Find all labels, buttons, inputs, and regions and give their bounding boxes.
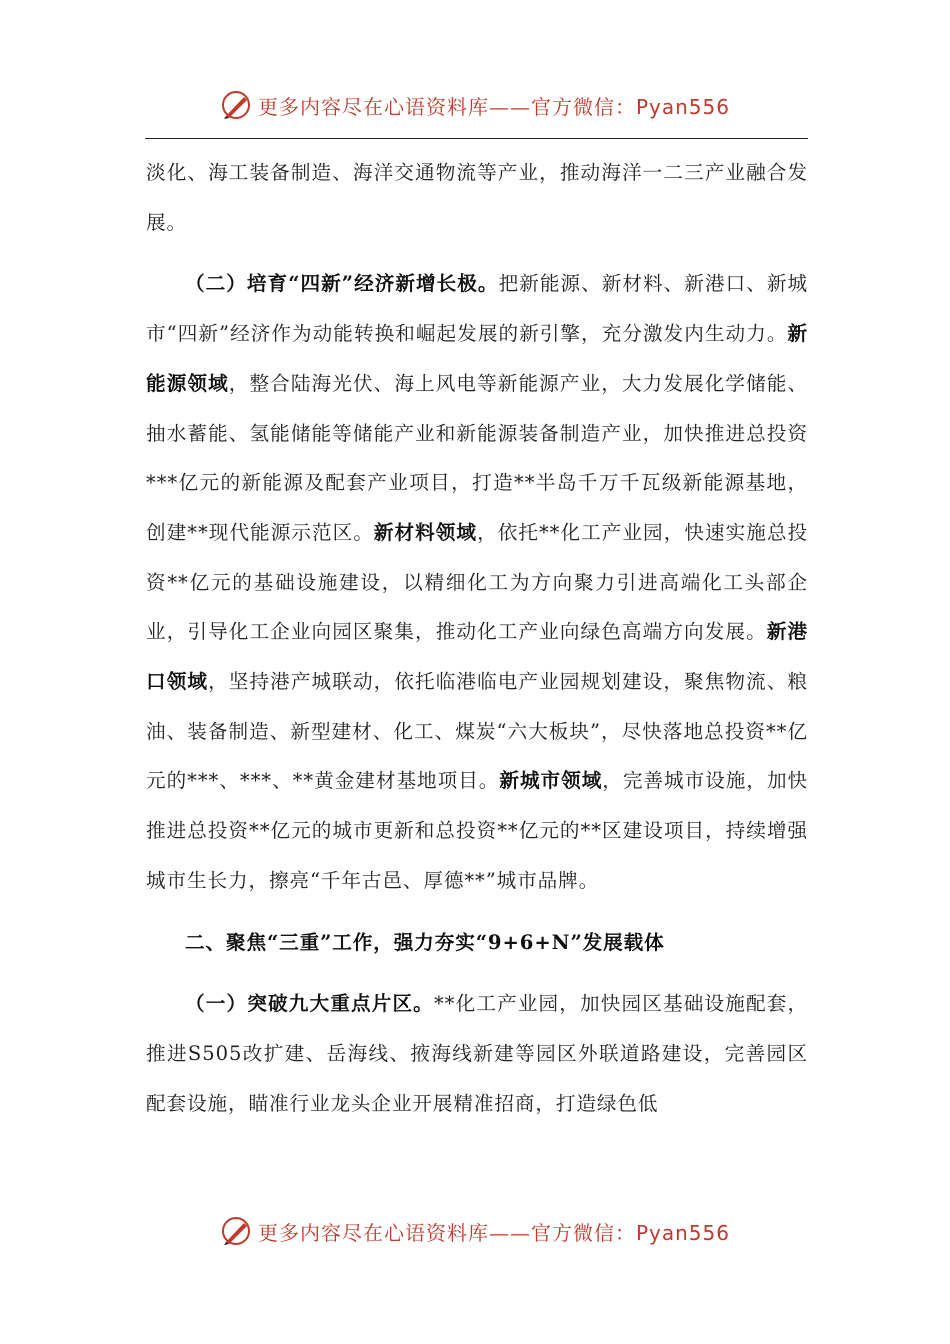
pen-logo-icon bbox=[220, 89, 252, 121]
header-banner bbox=[0, 85, 950, 125]
paragraph-four-new-economy: （二）培育“四新”经济新增长极。把新能源、新材料、新港口、新城市“四新”经济作为动能转换和崛起发展的新引擎，充分激发内生动力。新能源领域，整合陆海光伏、海上风电等新能源产业，大力发展化学储能、抽水蓄能、氢能储能等储能产业和新能源装备制造产业，加快推进总投资***亿元的新能源及配套产业项目，打造**半岛千万千瓦级新能源基地，创建**现代能源示范区。新材料领域，依托**化工产业园，快速实施总投资**亿元的基础设施建设，以精细化工为方向聚力引进高端化工头部企业，引导化工企业向园区聚集，推动化工产业向绿色高端方向发展。新港口领域，坚持港产城联动，依托临港临电产业园规划建设，聚焦物流、粮油、装备制造、新型建材、化工、煤炭“六大板块”，尽快落地总投资**亿元的***、***、**黄金建材基地项目。新城市领域，完善城市设施，加快推进总投资**亿元的城市更新和总投资**亿元的**区建设项目，持续增强城市生长力，擦亮“千年古邑、厚德**”城市品牌。 bbox=[146, 272, 809, 892]
document-body bbox=[146, 148, 808, 1128]
pen-logo-icon bbox=[220, 1215, 252, 1247]
field-label-new-port: 新港口领域 bbox=[146, 620, 808, 694]
footer-banner bbox=[0, 1211, 950, 1251]
section-title: 二、聚焦“三重”工作，强力夯实“9+6+N”发展载体 bbox=[185, 930, 665, 954]
footer-banner-text: 更多内容尽在心语资料库——官方微信：Pyan556 bbox=[257, 1220, 730, 1245]
header-banner-text: 更多内容尽在心语资料库——官方微信：Pyan556 bbox=[257, 94, 730, 119]
header-divider bbox=[145, 138, 808, 139]
subsection-heading: （二）培育“四新”经济新增长极。 bbox=[185, 272, 499, 296]
subsection-heading: （一）突破九大重点片区。 bbox=[185, 992, 434, 1016]
field-label-new-materials: 新材料领域 bbox=[373, 520, 478, 544]
field-label-new-city: 新城市领域 bbox=[499, 769, 603, 793]
field-label-new-energy: 新能源领域 bbox=[146, 322, 808, 395]
paragraph-nine-zones: （一）突破九大重点片区。**化工产业园，加快园区基础设施配套，推进S505改扩建、岳海线、掖海线新建等园区外联道路建设，完善园区配套设施，瞄准行业龙头企业开展精准招商，打造绿色低 bbox=[146, 992, 808, 1115]
paragraph-continuation: 淡化、海工装备制造、海洋交通物流等产业，推动海洋一二三产业融合发展。 bbox=[146, 161, 808, 234]
